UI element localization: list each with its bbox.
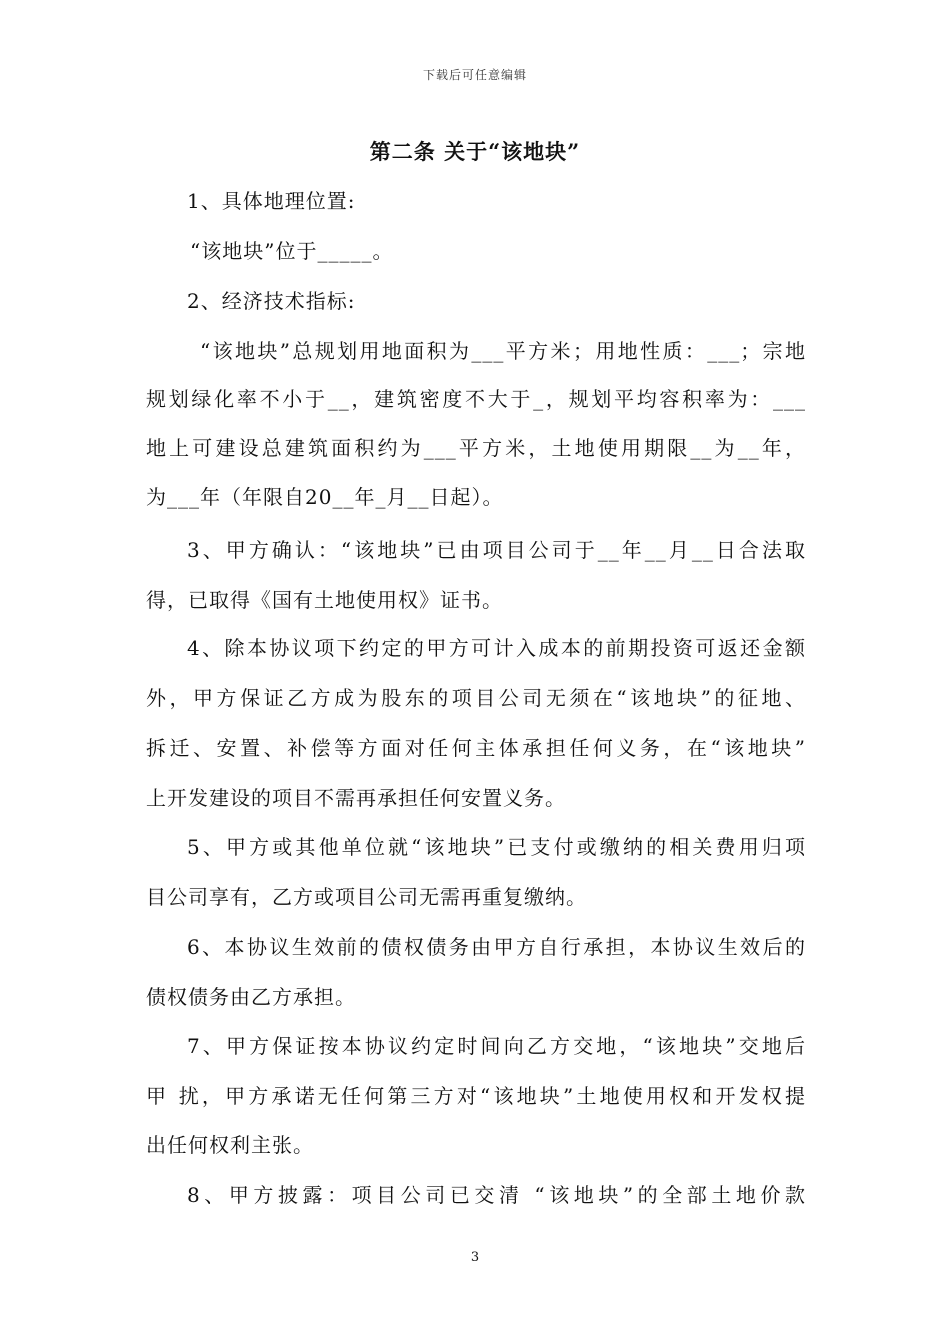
paragraph-line: 上开发建设的项目不需再承担任何安置义务。 (146, 786, 566, 810)
paragraph-line: “该地块”位于_____。 (190, 239, 394, 263)
paragraph-line: 拆迁、安置、补偿等方面对任何主体承担任何义务，在“该地块” (146, 736, 806, 760)
paragraph-line: 7、甲方保证按本协议约定时间向乙方交地，“该地块”交地后 (187, 1034, 806, 1058)
paragraph-line: 得，已取得《国有土地使用权》证书。 (146, 588, 503, 612)
paragraph-line: 1、具体地理位置: (187, 189, 356, 213)
paragraph-line: “该地块”总规划用地面积为___平方米；用地性质：___；宗地 (200, 339, 806, 363)
paragraph-line: 6、本协议生效前的债权债务由甲方自行承担，本协议生效后的 (187, 935, 806, 959)
paragraph-line: 甲 扰，甲方承诺无任何第三方对“该地块”土地使用权和开发权提 (146, 1084, 806, 1108)
paragraph-line: 4、除本协议项下约定的甲方可计入成本的前期投资可返还金额 (187, 636, 806, 660)
paragraph-line: 2、经济技术指标: (187, 289, 356, 313)
paragraph-line: 规划绿化率不小于__，建筑密度不大于_，规划平均容积率为：___ (146, 387, 806, 411)
paragraph-line: 为___年（年限自20__年_月__日起）。 (146, 485, 504, 509)
paragraph-line: 5、甲方或其他单位就“该地块”已支付或缴纳的相关费用归项 (187, 835, 806, 859)
section-title: 第二条 关于“该地块” (369, 139, 581, 164)
paragraph-line: 地上可建设总建筑面积约为___平方米，土地使用期限__为__年， (146, 436, 806, 460)
paragraph-line: 外，甲方保证乙方成为股东的项目公司无须在“该地块”的征地、 (146, 686, 806, 710)
paragraph-line: 出任何权利主张。 (146, 1133, 314, 1157)
paragraph-line: 8、甲方披露：项目公司已交清 “该地块”的全部土地价款 (187, 1183, 806, 1207)
paragraph-line: 目公司享有，乙方或项目公司无需再重复缴纳。 (146, 885, 587, 909)
page-number: 3 (470, 1250, 480, 1265)
paragraph-line: 3、甲方确认：“该地块”已由项目公司于__年__月__日合法取 (187, 538, 806, 562)
paragraph-line: 债权债务由乙方承担。 (146, 985, 356, 1009)
header-note: 下载后可任意编辑 (422, 68, 527, 82)
